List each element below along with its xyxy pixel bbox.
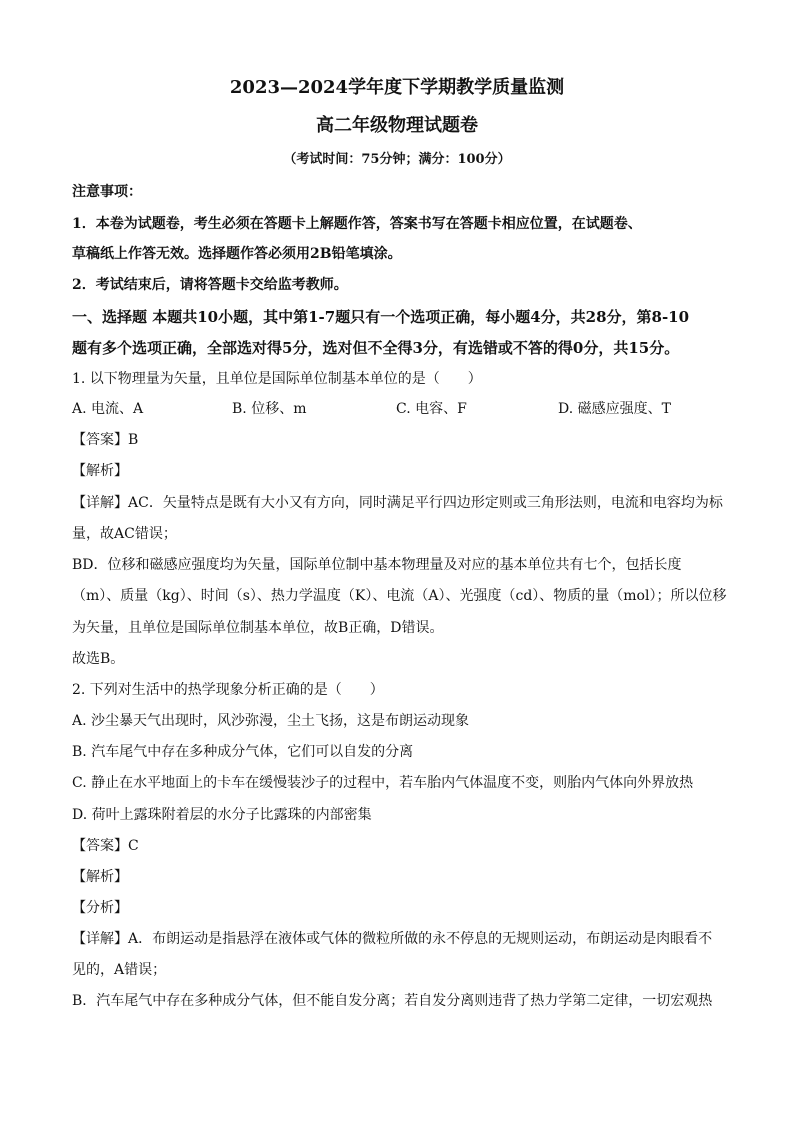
notice-item: 1．本卷为试题卷，考生必须在答题卡上解题作答，答案书写在答题卡相应位置，在试题卷、 — [72, 216, 642, 232]
option-b: B. 汽车尾气中存在多种成分气体，它们可以自发的分离 — [72, 744, 414, 760]
option-d: D. 磁感应强度、T — [558, 401, 671, 417]
analysis-label: 【解析】 — [72, 869, 128, 885]
section-heading: 一、选择题 本题共10小题，其中第1-7题只有一个选项正确，每小题4分，共28分，第8-10 — [72, 308, 690, 326]
detail-text: 【详解】AC．矢量特点是既有大小又有方向，同时满足平行四边形定则或三角形法则，电流和电容均为标 — [72, 495, 723, 511]
answer-label: 【答案】C — [72, 838, 139, 854]
fenxi-label: 【分析】 — [72, 900, 128, 916]
notice-heading: 注意事项： — [72, 184, 142, 200]
option-a: A. 沙尘暴天气出现时，风沙弥漫，尘土飞扬，这是布朗运动现象 — [72, 713, 470, 729]
section-heading: 题有多个选项正确，全部选对得5分，选对但不全得3分，有选错或不答的得0分，共15分。 — [72, 339, 680, 357]
notice-item: 2．考试结束后，请将答题卡交给监考教师。 — [72, 277, 348, 293]
question-stem: 1. 以下物理量为矢量，且单位是国际单位制基本单位的是（ ） — [72, 371, 482, 387]
notice-item: 草稿纸上作答无效。选择题作答必须用2B铅笔填涂。 — [72, 246, 402, 262]
detail-text: 故选B。 — [72, 651, 125, 667]
answer-label: 【答案】B — [72, 432, 139, 448]
option-b: B. 位移、m — [232, 401, 307, 417]
option-d: D. 荷叶上露珠附着层的水分子比露珠的内部密集 — [72, 807, 372, 823]
question-stem: 2. 下列对生活中的热学现象分析正确的是（ ） — [72, 682, 384, 698]
detail-text: BD．位移和磁感应强度均为矢量，国际单位制中基本物理量及对应的基本单位共有七个，包括长度 — [72, 557, 682, 573]
document-title: 2023—2024学年度下学期教学质量监测 — [229, 77, 565, 98]
detail-text: 见的，A错误； — [72, 962, 167, 978]
option-a: A. 电流、A — [72, 401, 144, 417]
analysis-label: 【解析】 — [72, 463, 128, 479]
detail-text: （m）、质量（kg）、时间（s）、热力学温度（K）、电流（A）、光强度（cd）、物质的量（mol）；所以位移 — [72, 588, 727, 604]
detail-text: B．汽车尾气中存在多种成分气体，但不能自发分离；若自发分离则违背了热力学第二定律，一切宏观热 — [72, 993, 713, 1009]
exam-info: （考试时间：75分钟；满分：100分） — [283, 152, 511, 167]
option-c: C. 静止在水平地面上的卡车在缓慢装沙子的过程中，若车胎内气体温度不变，则胎内气体向外界放热 — [72, 775, 694, 791]
option-c: C. 电容、F — [396, 401, 467, 417]
detail-text: 量，故AC错误； — [72, 526, 177, 542]
detail-text: 【详解】A．布朗运动是指悬浮在液体或气体的微粒所做的永不停息的无规则运动，布朗运动是肉眼看不 — [72, 931, 713, 947]
detail-text: 为矢量，且单位是国际单位制基本单位，故B正确，D错误。 — [72, 620, 444, 636]
document-subtitle: 高二年级物理试题卷 — [316, 115, 478, 136]
